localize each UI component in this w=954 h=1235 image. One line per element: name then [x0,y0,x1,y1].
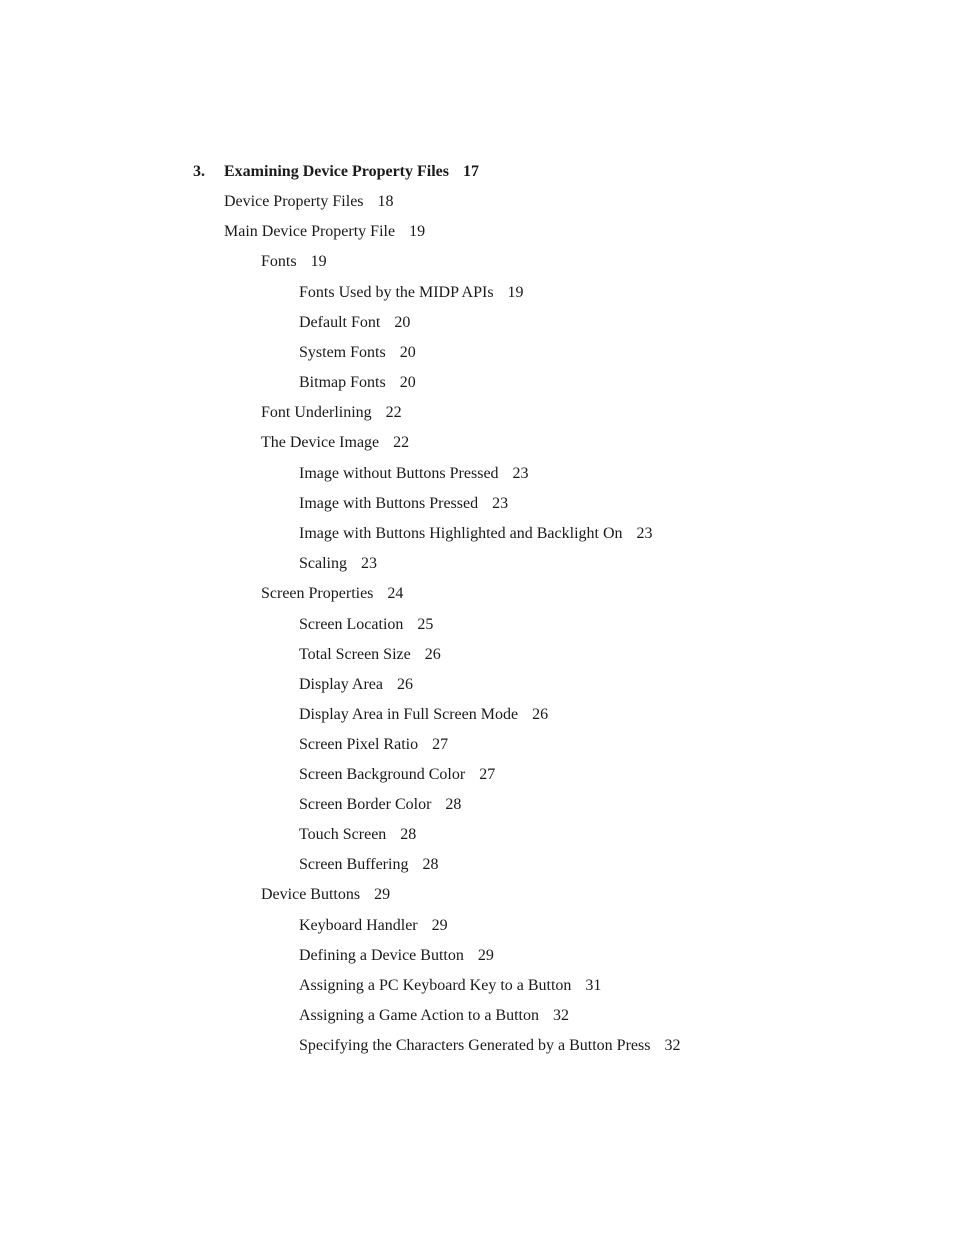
toc-entry-title: Display Area in Full Screen Mode [299,706,519,723]
toc-entry-title: Main Device Property File [224,223,396,240]
toc-entry-page: 27 [432,736,449,753]
toc-entry-page: 18 [377,193,394,210]
toc-entry-page: 29 [431,917,448,934]
toc-entry[interactable] [0,643,954,673]
toc-entry-page: 26 [396,676,413,693]
toc-entry[interactable] [0,522,954,552]
toc-entry[interactable] [0,492,954,522]
toc-entry-page: 20 [399,374,416,391]
toc-entry-page: 27 [479,766,496,783]
toc-entry-page: 31 [585,977,602,994]
toc-entry-title: Image with Buttons Pressed [299,495,479,512]
toc-entry-page: 23 [492,495,509,512]
toc-entry[interactable] [0,341,954,371]
toc-entry[interactable] [0,944,954,974]
toc-entry[interactable] [0,733,954,763]
toc-entry-title: Assigning a Game Action to a Button [299,1007,539,1024]
toc-entry-page: 23 [512,465,529,482]
toc-entry-title: Defining a Device Button [299,947,464,964]
toc-entry-page: 23 [636,525,653,542]
toc-entry-title: Screen Pixel Ratio [299,736,419,753]
toc-entry-title: Screen Background Color [299,766,466,783]
toc-entry[interactable] [0,281,954,311]
toc-entry[interactable] [0,1034,954,1064]
toc-entry-title: Fonts Used by the MIDP APIs [299,284,494,301]
toc-entry[interactable] [0,311,954,341]
toc-entry-title: Screen Location [299,616,404,633]
chapter-title: Examining Device Property Files [224,163,449,180]
chapter-title-line [224,160,479,184]
toc-chapter-heading[interactable] [0,160,954,190]
toc-entry-page: 28 [400,826,417,843]
toc-entry-page: 19 [310,253,327,270]
toc-entry-title: Fonts [261,253,297,270]
toc-entry[interactable] [0,914,954,944]
toc-entry-title: Assigning a PC Keyboard Key to a Button [299,977,572,994]
toc-entry[interactable] [0,552,954,582]
toc-entry[interactable] [0,853,954,883]
toc-entry[interactable] [0,220,954,250]
table-of-contents [0,160,954,1064]
toc-entry[interactable] [0,793,954,823]
toc-entry[interactable] [0,582,954,612]
toc-entry[interactable] [0,703,954,733]
toc-entry-title: Device Buttons [261,886,361,903]
toc-entry-page: 25 [417,616,434,633]
toc-entry-page: 22 [385,404,402,421]
toc-entry-page: 32 [664,1037,681,1054]
toc-entry[interactable] [0,462,954,492]
toc-entry-title: Font Underlining [261,404,372,421]
toc-entry-page: 26 [424,646,441,663]
toc-entry-page: 20 [399,344,416,361]
toc-entry[interactable] [0,401,954,431]
toc-entry-page: 19 [409,223,426,240]
toc-entry-page: 26 [532,706,549,723]
toc-entry-page: 28 [445,796,462,813]
toc-entry-title: Scaling [299,555,347,572]
toc-entry-page: 29 [374,886,391,903]
toc-entry[interactable] [0,673,954,703]
chapter-page-number: 17 [463,163,479,180]
toc-entry-title: Total Screen Size [299,646,411,663]
toc-entry-page: 20 [394,314,411,331]
toc-entry[interactable] [0,371,954,401]
toc-entry-title: The Device Image [261,434,380,451]
toc-entry[interactable] [0,250,954,280]
toc-entry-page: 22 [393,434,410,451]
toc-entry-page: 24 [387,585,404,602]
toc-entry-title: Display Area [299,676,383,693]
toc-entry-title: Default Font [299,314,381,331]
toc-entry-title: System Fonts [299,344,386,361]
toc-entry[interactable] [0,431,954,461]
toc-entry-title: Specifying the Characters Generated by a Button Press [299,1037,651,1054]
toc-entry-title: Screen Border Color [299,796,432,813]
toc-entry[interactable] [0,883,954,913]
toc-entry-page: 19 [507,284,524,301]
chapter-number: 3. [193,163,205,180]
toc-entry[interactable] [0,823,954,853]
toc-entry-title: Bitmap Fonts [299,374,386,391]
toc-entry-title: Screen Buffering [299,856,409,873]
toc-entry-title: Image with Buttons Highlighted and Backlight On [299,525,623,542]
toc-entry[interactable] [0,974,954,1004]
toc-entry[interactable] [0,190,954,220]
toc-entry-title: Keyboard Handler [299,917,418,934]
toc-entry[interactable] [0,763,954,793]
toc-entry[interactable] [0,613,954,643]
toc-entry-page: 28 [422,856,439,873]
toc-entry-page: 23 [361,555,377,572]
toc-entry-title: Device Property Files [224,193,364,210]
toc-entry[interactable] [0,1004,954,1034]
toc-entry-title: Touch Screen [299,826,387,843]
toc-entry-title: Screen Properties [261,585,374,602]
toc-entry-page: 29 [477,947,494,964]
toc-entry-page: 32 [552,1007,569,1024]
toc-entry-title: Image without Buttons Pressed [299,465,499,482]
